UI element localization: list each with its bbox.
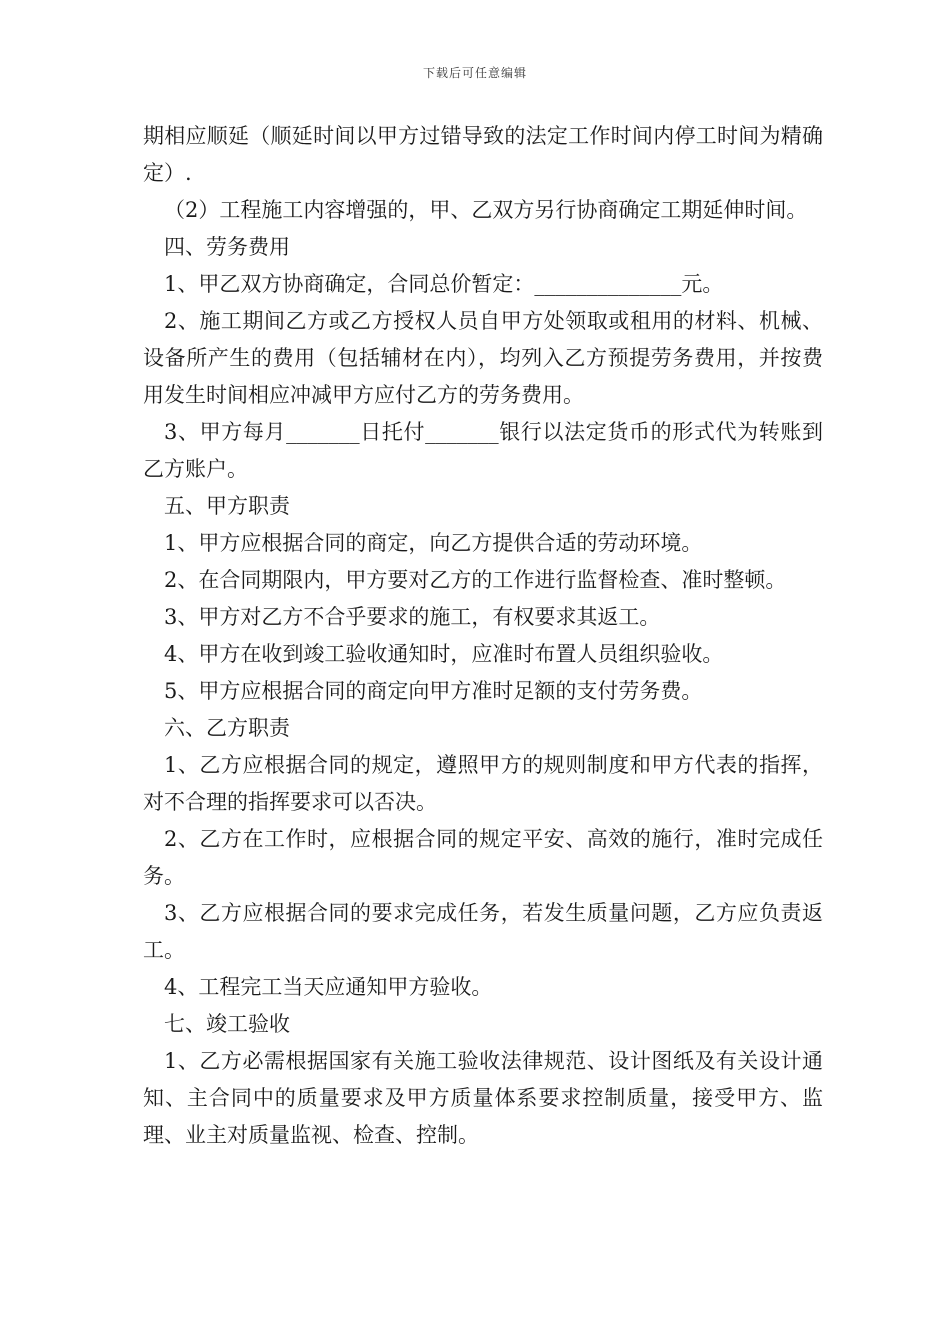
- paragraph: 1、甲乙双方协商确定，合同总价暂定：______________元。: [164, 272, 724, 296]
- paragraph: 3、乙方应根据合同的要求完成任务，若发生质量问题，乙方应负责返工。: [143, 901, 823, 962]
- section-heading: 六、乙方职责: [164, 716, 290, 740]
- page-header: 下载后可任意编辑: [422, 66, 527, 80]
- section-heading: 五、甲方职责: [164, 494, 290, 518]
- paragraph: 5、甲方应根据合同的商定向甲方准时足额的支付劳务费。: [164, 679, 703, 703]
- paragraph-continuation: 期相应顺延（顺延时间以甲方过错导致的法定工作时间内停工时间为精确定）.: [143, 124, 823, 185]
- document-body: [143, 118, 823, 1154]
- paragraph: 1、乙方应根据合同的规定，遵照甲方的规则制度和甲方代表的指挥，对不合理的指挥要求可以否决。: [143, 753, 823, 814]
- paragraph: 2、施工期间乙方或乙方授权人员自甲方处领取或租用的材料、机械、设备所产生的费用（包括辅材在内），均列入乙方预提劳务费用，并按费用发生时间相应冲减甲方应付乙方的劳务费用。: [143, 309, 823, 407]
- paragraph: 3、甲方每月_______日托付_______银行以法定货币的形式代为转账到乙方账户。: [143, 420, 823, 481]
- paragraph: 3、甲方对乙方不合乎要求的施工，有权要求其返工。: [164, 605, 661, 629]
- paragraph: 1、乙方必需根据国家有关施工验收法律规范、设计图纸及有关设计通知、主合同中的质量要求及甲方质量体系要求控制质量，接受甲方、监理、业主对质量监视、检查、控制。: [143, 1049, 823, 1147]
- paragraph: 2、乙方在工作时，应根据合同的规定平安、高效的施行，准时完成任务。: [143, 827, 823, 888]
- paragraph: （2）工程施工内容增强的，甲、乙双方另行协商确定工期延伸时间。: [164, 198, 808, 222]
- paragraph: 1、甲方应根据合同的商定，向乙方提供合适的劳动环境。: [164, 531, 703, 555]
- section-heading: 四、劳务费用: [164, 235, 290, 259]
- section-heading: 七、竣工验收: [164, 1012, 290, 1036]
- paragraph: 4、甲方在收到竣工验收通知时，应准时布置人员组织验收。: [164, 642, 724, 666]
- paragraph: 4、工程完工当天应通知甲方验收。: [164, 975, 493, 999]
- paragraph: 2、在合同期限内，甲方要对乙方的工作进行监督检查、准时整顿。: [164, 568, 787, 592]
